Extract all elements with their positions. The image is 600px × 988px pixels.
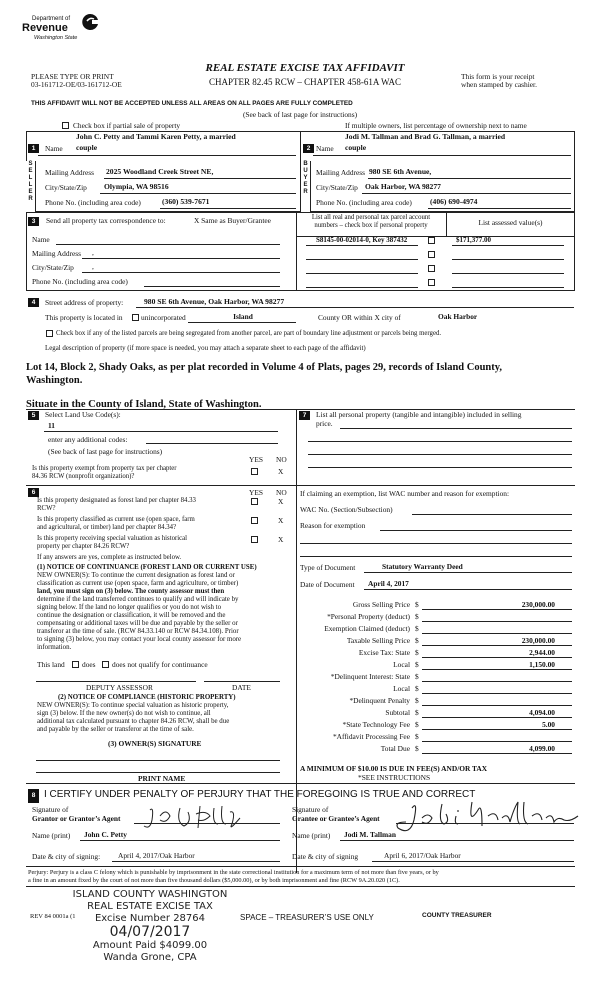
s3-phone-label: Phone No. (including area code) [32, 277, 128, 286]
fin-rule-delinquent-state [422, 681, 572, 682]
fin-currency-delinquent-state: $ [415, 672, 419, 681]
notice-continuance-9: to signing (3) below, you may contact your local county assessor for more [37, 636, 242, 643]
grantee-name-rule [340, 840, 574, 841]
doc-date-label: Date of Document [300, 580, 355, 589]
buyer-phone-label: Phone No. (including area code) [316, 198, 412, 207]
fin-label-gross: Gross Selling Price [352, 600, 410, 609]
buyer-name-rule [313, 155, 571, 156]
notice-continuance-5: signing below. If the land no longer qualifies or you do not wish to [37, 604, 222, 611]
fin-label-exemption: Exemption Claimed (deduct) [324, 624, 410, 633]
partial-sale-label: Check box if partial sale of property [73, 121, 181, 130]
seller-name-rule [38, 155, 296, 156]
doc-type-label: Type of Document [300, 563, 356, 572]
dor-logo-icon [80, 12, 100, 34]
see-instructions-note: *SEE INSTRUCTIONS [358, 773, 431, 782]
fin-value-subtotal[interactable]: 4,094.00 [529, 708, 555, 717]
notice-continuance-1: NEW OWNER(S): To continue the current designation as forest land or [37, 572, 235, 579]
county-value[interactable]: Island [233, 312, 253, 321]
fin-label-penalty: *Delinquent Penalty [349, 696, 410, 705]
receipt-note-2: when stamped by cashier. [461, 80, 537, 89]
parcel-personal-checkbox-1[interactable] [428, 237, 435, 244]
doc-type-rule [364, 572, 572, 573]
fin-rule-subtotal [422, 717, 572, 718]
s5-yes-header: YES [249, 455, 263, 464]
grantor-name-label: Name (print) [32, 831, 71, 840]
buyer-mailing-label: Mailing Address [316, 168, 366, 177]
grantee-date-value[interactable]: April 6, 2017/Oak Harbor [384, 851, 461, 860]
legal-description-label: Legal description of property (if more space is needed, you may attach a separate sheet to each page of the affidavit) [45, 345, 366, 352]
land-use-label: Select Land Use Code(s): [45, 410, 121, 419]
personal-rule-2 [308, 441, 572, 442]
fin-rule-gross [422, 609, 572, 610]
fin-rule-total [422, 753, 572, 754]
fin-value-state-tax[interactable]: 2,944.00 [529, 648, 555, 657]
reason-rule [380, 530, 572, 531]
receipt-note-1: This form is your receipt [461, 72, 535, 81]
historic-yes-checkbox[interactable] [251, 536, 258, 543]
exempt-no-answer[interactable]: X [278, 467, 284, 476]
located-in-label: This property is located in [45, 313, 123, 322]
parcel-number[interactable]: S8145-00-02014-0, Key 387432 [316, 236, 408, 244]
completion-warning: THIS AFFIDAVIT WILL NOT BE ACCEPTED UNLESS ALL AREAS ON ALL PAGES ARE FULLY COMPLETED [31, 100, 353, 107]
parcel-header-2: numbers – check box if personal property [314, 222, 428, 229]
fin-value-total[interactable]: 4,099.00 [529, 744, 555, 753]
partial-sale-checkbox[interactable] [62, 122, 69, 129]
grantee-signature-label: Signature of [292, 805, 329, 814]
grantor-signature-label: Signature of [32, 805, 69, 814]
s3-mailing-label: Mailing Address [32, 249, 82, 258]
s6-yes-header: YES [249, 488, 263, 497]
fin-rule-tech-fee [422, 729, 572, 730]
doc-type-value[interactable]: Statutory Warranty Deed [382, 562, 463, 571]
exempt-question-2: 84.36 RCW (nonprofit organization)? [32, 473, 135, 480]
legal-description-2[interactable]: Washington. [26, 375, 83, 386]
fin-label-processing-fee: *Affidavit Processing Fee [332, 732, 410, 741]
reason-label: Reason for exemption [300, 521, 366, 530]
stamp-line-3: Excise Number 28764 [94, 913, 206, 924]
reason-rule-3 [300, 556, 572, 557]
parcel-rule-2 [306, 259, 418, 260]
street-address-label: Street address of property: [45, 298, 124, 307]
fin-currency-state-tax: $ [415, 648, 419, 657]
parcel-rule-3 [306, 273, 418, 274]
seller-phone-rule [160, 208, 296, 209]
section-3-badge: 3 [28, 217, 39, 226]
fin-value-local-tax[interactable]: 1,150.00 [529, 660, 555, 669]
treasurer-stamp [60, 889, 240, 964]
notice-continuance-3: land, you must sign on (3) below. The county assessor must then [37, 588, 225, 595]
forest-question-1: Is this property designated as forest land per chapter 84.33 [37, 497, 196, 504]
notice-continuance-2: classification as current use (open space, farm and agriculture, or timber) [37, 580, 239, 587]
seller-city-value[interactable]: Olympia, WA 98516 [104, 182, 169, 191]
section-8-top-rule [26, 783, 575, 784]
grantee-date-rule [372, 861, 574, 862]
grantee-name-label: Name (print) [292, 831, 331, 840]
notice-continuance-4: determine if the land transferred continues to qualify and will indicate by [37, 596, 239, 603]
current-use-yes-checkbox[interactable] [251, 517, 258, 524]
does-not-checkbox[interactable] [102, 661, 109, 668]
fin-label-taxable: Taxable Selling Price [346, 636, 410, 645]
notice-continuance-6: continue the designation or classification, it will be removed and the [37, 612, 226, 619]
buyer-name-label: Name [316, 144, 334, 153]
assessed-rule-1 [452, 245, 564, 246]
section-7-badge: 7 [299, 411, 310, 420]
fin-rule-processing-fee [422, 741, 572, 742]
s5-no-header: NO [276, 455, 287, 464]
fin-label-total: Total Due [380, 744, 410, 753]
buyer-phone-value[interactable]: (406) 690-4974 [430, 197, 478, 206]
wac-label: WAC No. (Section/Subsection) [300, 505, 393, 514]
minimum-fee-note: A MINIMUM OF $10.00 IS DUE IN FEE(S) AND/OR TAX [300, 764, 488, 773]
buyer-mailing-value[interactable]: 980 SE 6th Avenue, [369, 167, 432, 176]
section-2-badge: 2 [303, 144, 314, 153]
parcel-header-1: List all real and personal tax parcel account [311, 214, 431, 221]
buyer-side-label: B U Y E R [301, 161, 311, 212]
forest-no-answer[interactable]: X [278, 497, 284, 506]
s3-mailing-rule [82, 258, 280, 259]
form-chapters: CHAPTER 82.45 RCW – CHAPTER 458-61A WAC [209, 77, 401, 87]
s6-no-header: NO [276, 488, 287, 497]
deputy-assessor-rule [36, 681, 196, 682]
current-use-question-2: and agricultural, or timber) land per chapter 84.34? [37, 524, 177, 531]
if-yes-instructions: If any answers are yes, complete as instructed below. [37, 554, 182, 561]
deputy-assessor-label: DEPUTY ASSESSOR [86, 683, 153, 692]
assessed-rule-4 [452, 287, 564, 288]
grantee-agent-label: Grantee or Grantee’s Agent [292, 814, 380, 823]
s5-see-back: (See back of last page for instructions) [48, 447, 163, 456]
notice-continuance-10: information. [37, 644, 72, 651]
county-treasurer-label: COUNTY TREASURER [422, 912, 492, 919]
legal-description-1[interactable]: Lot 14, Block 2, Shady Oaks, as per plat recorded in Volume 4 of Plats, pages 29, records of Island County, [26, 362, 503, 373]
does-checkbox[interactable] [72, 661, 79, 668]
fin-currency-personal: $ [415, 612, 419, 621]
dor-logo [22, 8, 102, 48]
seller-phone-label: Phone No. (including area code) [45, 198, 141, 207]
s3-city-rule [82, 272, 280, 273]
forest-yes-checkbox[interactable] [251, 498, 258, 505]
notice-compliance-3: additional tax calculated pursuant to chapter 84.26 RCW, shall be due [37, 718, 230, 725]
city-value[interactable]: Oak Harbor [438, 312, 478, 321]
please-type: PLEASE TYPE OR PRINT [31, 72, 114, 81]
grantor-signature-icon [140, 802, 270, 836]
parcel-rule-1 [306, 245, 418, 246]
fin-value-taxable[interactable]: 230,000.00 [521, 636, 555, 645]
fin-rule-penalty [422, 705, 572, 706]
grantor-date-value[interactable]: April 4, 2017/Oak Harbor [118, 851, 195, 860]
stamp-line-2: REAL ESTATE EXCISE TAX [87, 901, 213, 912]
notice-compliance-4: and payable by the seller or transferor at the time of sale. [37, 726, 194, 733]
same-as-buyer[interactable]: X Same as Buyer/Grantee [194, 216, 271, 225]
county-rule [188, 322, 296, 323]
wac-rule [412, 514, 572, 515]
fin-label-local-tax: Local [393, 660, 410, 669]
fin-value-gross[interactable]: 230,000.00 [521, 600, 555, 609]
owner-signature-rule [36, 760, 280, 761]
fin-label-subtotal: Subtotal [385, 708, 410, 717]
does-not-label: does not qualify for continuance [112, 660, 208, 669]
treasurer-use-only: SPACE – TREASURER’S USE ONLY [240, 913, 374, 922]
exempt-question-1: Is this property exempt from property tax per chapter [32, 465, 177, 472]
buyer-name-line1[interactable]: Jodi M. Tallman and Brad G. Tallman, a married [345, 132, 506, 141]
seller-name-line1[interactable]: John C. Petty and Tammi Karen Petty, a married [76, 132, 236, 141]
perjury-line-1: Perjury: Perjury is a class C felony which is punishable by imprisonment in the state correctional institution for a maximum term of not more than five years, or by [28, 869, 439, 876]
fin-currency-tech-fee: $ [415, 720, 419, 729]
assessed-rule-3 [452, 273, 564, 274]
personal-rule-3 [308, 454, 572, 455]
this-land-label: This land [37, 660, 65, 669]
parcel-personal-checkbox-4[interactable] [428, 279, 435, 286]
unincorporated-label: unincorporated [141, 313, 186, 322]
grantee-signature-icon [392, 796, 582, 840]
grantor-agent-label: Grantor or Grantor’s Agent [32, 814, 121, 823]
fin-label-personal: *Personal Property (deduct) [327, 612, 410, 621]
fin-rule-delinquent-local [422, 693, 572, 694]
personal-property-label-1: List all personal property (tangible and intangible) included in selling [316, 410, 522, 419]
section-1-badge: 1 [28, 144, 39, 153]
historic-no-answer[interactable]: X [278, 535, 284, 544]
multiple-owners-note: If multiple owners, list percentage of ownership next to name [345, 121, 527, 130]
s3-city-label: City/State/Zip [32, 263, 74, 272]
fin-currency-local-tax: $ [415, 660, 419, 669]
fin-label-tech-fee: *State Technology Fee [342, 720, 410, 729]
fin-currency-exemption: $ [415, 624, 419, 633]
fin-rule-exemption [422, 633, 572, 634]
grantee-date-label: Date & city of signing [292, 852, 359, 861]
buyer-city-rule [362, 193, 571, 194]
historic-question-1: Is this property receiving special valuation as historical [37, 535, 188, 542]
current-use-question-1: Is this property classified as current use (open space, farm [37, 516, 195, 523]
fin-value-tech-fee[interactable]: 5.00 [542, 720, 555, 729]
personal-property-label-2: price. [316, 419, 333, 428]
assessed-rule-2 [452, 259, 564, 260]
additional-codes-rule [146, 443, 278, 444]
fin-currency-subtotal: $ [415, 708, 419, 717]
grantor-name-rule [80, 840, 280, 841]
assessed-value[interactable]: $171,377.00 [456, 236, 491, 244]
county-or-city-label: County OR within X city of [318, 313, 401, 322]
dept-state: Washington State [34, 35, 78, 41]
segregated-checkbox[interactable] [46, 330, 53, 337]
current-use-no-answer[interactable]: X [278, 516, 284, 525]
s3-city-value[interactable]: , [92, 262, 94, 271]
owner-signature-label: (3) OWNER(S) SIGNATURE [108, 739, 202, 748]
notice-continuance-7: compensating or additional taxes will be due and payable by the seller or [37, 620, 238, 627]
fin-label-state-tax: Excise Tax: State [358, 648, 410, 657]
parcel-personal-checkbox-2[interactable] [428, 251, 435, 258]
grantor-date-label: Date & city of signing: [32, 852, 101, 861]
personal-rule-4 [308, 467, 572, 468]
seller-mailing-value[interactable]: 2025 Woodland Creek Street NE, [106, 167, 214, 176]
seller-mailing-rule [104, 178, 296, 179]
grantor-name-value[interactable]: John C. Petty [84, 830, 127, 839]
notice-compliance-1: NEW OWNER(S): To continue special valuation as historic property, [37, 702, 229, 709]
dept-line: Department of [32, 16, 71, 22]
section-8-badge: 8 [28, 789, 39, 803]
deputy-date-label: DATE [232, 683, 251, 692]
s3-phone-rule [144, 286, 280, 287]
land-use-value[interactable]: 11 [48, 421, 55, 430]
fin-rule-personal [422, 621, 572, 622]
parcel-personal-checkbox-3[interactable] [428, 265, 435, 272]
tax-correspondence-label: Send all property tax correspondence to: [46, 216, 166, 225]
fin-currency-gross: $ [415, 600, 419, 609]
section-5-badge: 5 [28, 411, 39, 420]
grantee-name-value[interactable]: Jodi M. Tallman [344, 830, 396, 839]
notice-compliance-title: (2) NOTICE OF COMPLIANCE (HISTORIC PROPERTY) [58, 694, 236, 701]
reason-rule-2 [300, 543, 572, 544]
print-name-rule [36, 772, 280, 773]
buyer-phone-rule [428, 208, 571, 209]
file-number: 03-161712-OE/03-161712-OE [31, 80, 122, 89]
deputy-date-rule [204, 681, 280, 682]
doc-date-value[interactable]: April 4, 2017 [368, 579, 409, 588]
stamp-line-4: 04/07/2017 [109, 924, 191, 940]
unincorporated-checkbox[interactable] [132, 314, 139, 321]
segregated-label: Check box if any of the listed parcels are being segregated from another parcel, are part of boundary line adjustment or parcels being merged. [56, 330, 442, 337]
perjury-line-2: a fine in an amount fixed by the court of not more than five thousand dollars ($5,000.00), or by both imprisonment and fine (RCW 9A.20.020 (1C). [28, 877, 400, 884]
form-title: REAL ESTATE EXCISE TAX AFFIDAVIT [205, 62, 405, 74]
seller-mailing-label: Mailing Address [45, 168, 95, 177]
fin-rule-state-tax [422, 657, 572, 658]
rev-form-number: REV 84 0001a (1 [30, 913, 76, 920]
grantor-date-rule [112, 861, 280, 862]
seller-side-label: S E L L E R [26, 161, 36, 212]
seller-city-label: City/State/Zip [45, 183, 87, 192]
buyer-city-label: City/State/Zip [316, 183, 358, 192]
street-address-value[interactable]: 980 SE 6th Avenue, Oak Harbor, WA 98277 [144, 297, 285, 306]
seller-city-rule [100, 193, 296, 194]
notice-compliance-2: sign (3) below. If the new owner(s) do not wish to continue, all [37, 710, 211, 717]
fin-rule-local-tax [422, 669, 572, 670]
s3-name-label: Name [32, 235, 50, 244]
stamp-line-1: ISLAND COUNTY WASHINGTON [72, 889, 228, 900]
fin-currency-penalty: $ [415, 696, 419, 705]
s3-name-rule [56, 244, 280, 245]
seller-name-label: Name [45, 144, 63, 153]
street-address-rule [136, 307, 574, 308]
legal-description-3[interactable]: Situate in the County of Island, State of Washington. [26, 399, 262, 410]
historic-question-2: property per chapter 84.26 RCW? [37, 543, 130, 550]
buyer-mailing-rule [368, 178, 571, 179]
additional-codes-label: enter any additional codes: [48, 435, 128, 444]
doc-date-rule [364, 589, 572, 590]
print-name-label: PRINT NAME [138, 774, 186, 783]
exempt-yes-checkbox[interactable] [251, 468, 258, 475]
s3-mailing-value[interactable]: , [92, 248, 94, 257]
certify-statement: I CERTIFY UNDER PENALTY OF PERJURY THAT THE FOREGOING IS TRUE AND CORRECT [44, 789, 476, 800]
parcel-rule-4 [306, 287, 418, 288]
fin-currency-processing-fee: $ [415, 732, 419, 741]
stamp-line-6: Wanda Grone, CPA [103, 952, 197, 963]
assessed-header: List assessed value(s) [478, 218, 543, 227]
dept-name: Revenue [22, 22, 68, 34]
section-4-badge: 4 [28, 298, 39, 307]
notice-continuance-8: transferor at the time of sale. (RCW 84.33.140 or RCW 84.34.108). Prior [37, 628, 239, 635]
fin-label-delinquent-state: *Delinquent Interest: State [330, 672, 410, 681]
perjury-bottom-rule [26, 886, 575, 887]
notice-continuance-title: (1) NOTICE OF CONTINUANCE (FOREST LAND OR CURRENT USE) [37, 564, 257, 571]
buyer-city-value[interactable]: Oak Harbor, WA 98277 [365, 182, 441, 191]
fin-currency-taxable: $ [415, 636, 419, 645]
perjury-top-rule [26, 866, 575, 867]
section-6-badge: 6 [28, 488, 39, 497]
does-label: does [82, 660, 96, 669]
seller-phone-value[interactable]: (360) 539-7671 [162, 197, 210, 206]
buyer-name-line2[interactable]: couple [345, 143, 367, 152]
land-use-rule [44, 431, 278, 432]
fin-currency-total: $ [415, 744, 419, 753]
see-back-note: (See back of last page for instructions) [242, 110, 358, 119]
fin-currency-delinquent-local: $ [415, 684, 419, 693]
stamp-line-5: Amount Paid $4099.00 [92, 940, 208, 951]
section-6-top-rule [26, 485, 296, 486]
section-7-split-rule [296, 485, 575, 486]
seller-name-line2[interactable]: couple [76, 143, 98, 152]
forest-question-2: RCW? [37, 505, 56, 512]
exemption-label: If claiming an exemption, list WAC number and reason for exemption: [300, 489, 510, 498]
fin-rule-taxable [422, 645, 572, 646]
personal-rule-1 [340, 428, 572, 429]
fin-label-delinquent-local: Local [393, 684, 410, 693]
